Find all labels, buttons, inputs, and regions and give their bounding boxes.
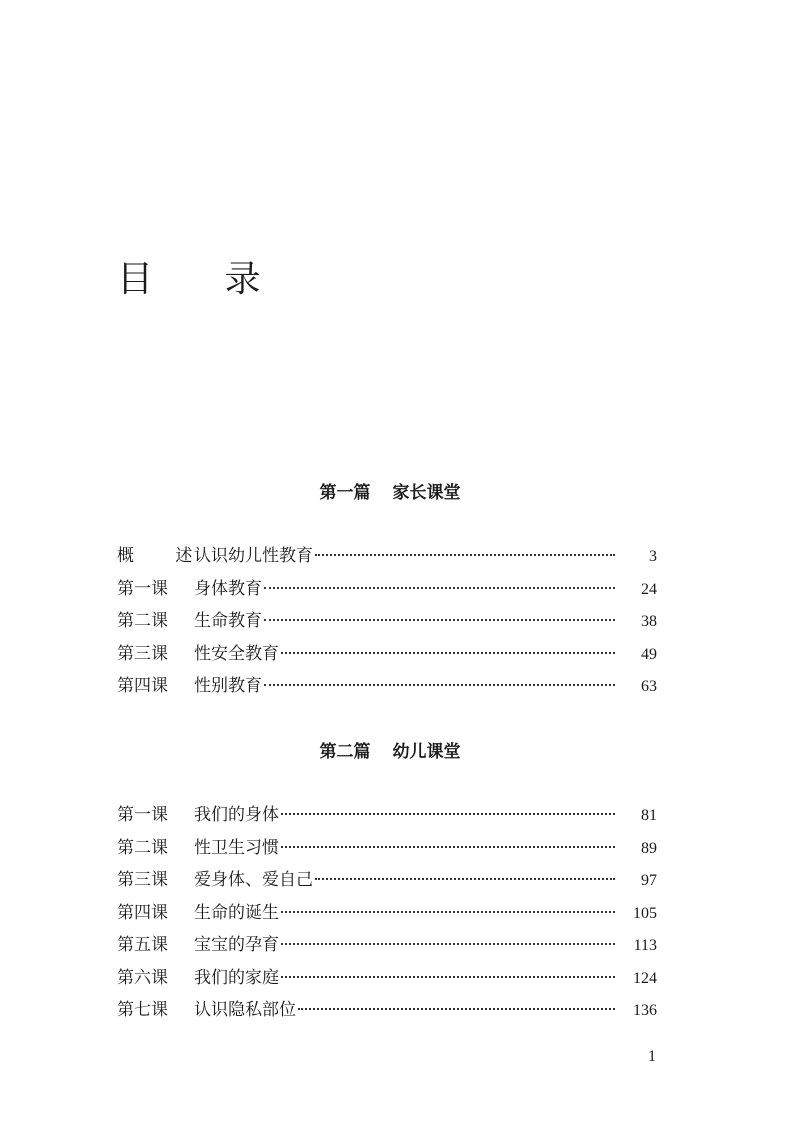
dot-leader	[281, 652, 615, 654]
dot-leader	[264, 587, 615, 589]
toc-entry-title[interactable]: 生命的诞生	[194, 902, 279, 923]
dot-leader	[281, 943, 615, 945]
toc-list-part-2	[117, 799, 657, 1027]
toc-entry-label: 第四课	[117, 902, 168, 923]
toc-entry-title[interactable]: 我们的身体	[194, 805, 279, 825]
dot-leader	[315, 878, 615, 880]
toc-entry-title[interactable]: 性别教育	[194, 676, 262, 696]
toc-entry-page: 38	[641, 613, 657, 630]
toc-entry-label: 概 述	[117, 546, 211, 566]
toc-entry[interactable]	[117, 994, 657, 1027]
page-number: 1	[648, 1048, 656, 1065]
toc-entry-label: 第三课	[117, 643, 168, 664]
toc-entry-page: 3	[649, 548, 657, 565]
dot-leader	[281, 911, 615, 913]
toc-entry[interactable]	[117, 929, 657, 962]
dot-leader	[281, 976, 615, 978]
toc-entry-page: 81	[641, 807, 657, 824]
toc-entry-title[interactable]: 宝宝的孕育	[194, 935, 279, 955]
toc-entry[interactable]	[117, 864, 657, 897]
toc-entry[interactable]	[117, 962, 657, 995]
toc-entry-page: 105	[633, 904, 657, 922]
toc-entry-page: 24	[641, 580, 657, 598]
toc-entry-page: 124	[633, 969, 657, 987]
toc-entry-label: 第六课	[117, 967, 168, 988]
part-number: 第一篇	[319, 483, 371, 503]
toc-entry[interactable]	[117, 638, 657, 671]
toc-entry[interactable]	[117, 832, 657, 865]
dot-leader	[264, 619, 615, 621]
toc-entry[interactable]	[117, 540, 657, 573]
toc-entry-label: 第五课	[117, 935, 168, 955]
dot-leader	[281, 813, 615, 815]
toc-entry-title[interactable]: 身体教育	[194, 578, 262, 599]
toc-entry-title[interactable]: 认识隐私部位	[194, 1000, 296, 1020]
toc-entry[interactable]	[117, 605, 657, 638]
toc-entry-page: 136	[633, 1002, 657, 1019]
toc-entry-label: 第一课	[117, 805, 168, 825]
toc-entry-page: 113	[633, 937, 657, 954]
toc-entry-page: 49	[641, 645, 657, 663]
toc-entry-title[interactable]: 性安全教育	[194, 643, 279, 664]
toc-entry-page: 89	[641, 839, 657, 857]
toc-entry-label: 第二课	[117, 611, 168, 631]
part-name: 幼儿课堂	[392, 742, 461, 762]
toc-entry-title[interactable]: 生命教育	[194, 611, 262, 631]
toc-entry-label: 第三课	[117, 870, 168, 890]
dot-leader	[281, 846, 615, 848]
toc-entry-label: 第一课	[117, 578, 168, 599]
toc-entry-title[interactable]: 我们的家庭	[194, 967, 279, 988]
dot-leader	[315, 554, 615, 556]
toc-entry-title[interactable]: 认识幼儿性教育	[194, 546, 313, 566]
toc-entry-page: 97	[641, 872, 657, 889]
part-heading-1	[0, 481, 780, 505]
dot-leader	[264, 684, 615, 686]
toc-entry-label: 第四课	[117, 676, 168, 696]
dot-leader	[298, 1008, 615, 1010]
toc-list-part-1	[117, 540, 657, 703]
page-title: 目 录	[117, 259, 291, 300]
toc-entry-page: 63	[641, 678, 657, 695]
toc-entry[interactable]	[117, 670, 657, 703]
part-heading-2	[0, 740, 780, 764]
toc-entry-title[interactable]: 爱身体、爱自己	[194, 870, 313, 890]
part-name: 家长课堂	[392, 483, 461, 503]
toc-entry[interactable]	[117, 799, 657, 832]
toc-entry-label: 第七课	[117, 1000, 168, 1020]
toc-entry[interactable]	[117, 573, 657, 606]
toc-entry-title[interactable]: 性卫生习惯	[194, 837, 279, 858]
toc-entry-label: 第二课	[117, 837, 168, 858]
part-number: 第二篇	[319, 742, 371, 762]
toc-entry[interactable]	[117, 897, 657, 930]
